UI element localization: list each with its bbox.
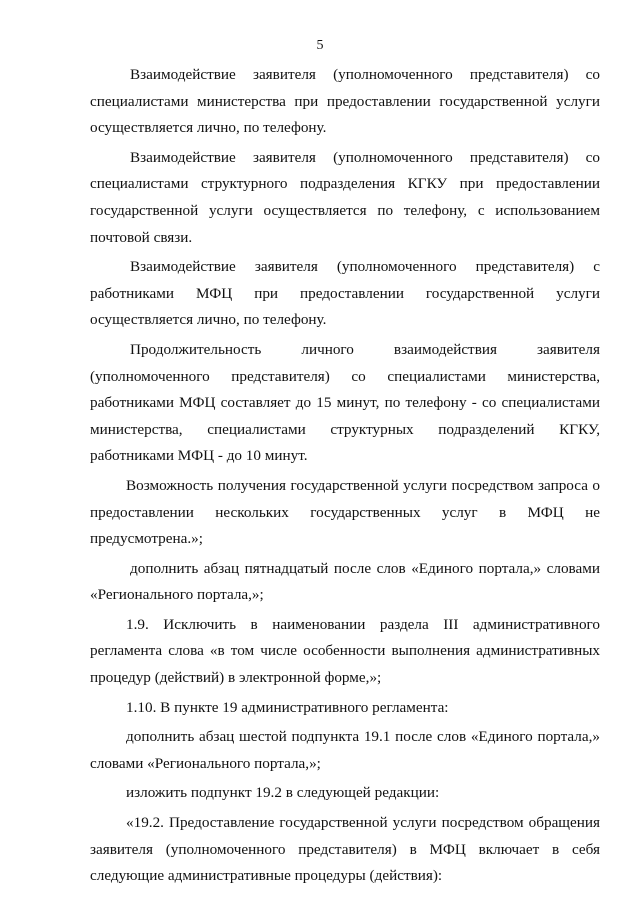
paragraph-item-1-10: 1.10. В пункте 19 административного регламента:	[126, 698, 449, 716]
page-number: 5	[316, 38, 324, 53]
paragraph-interaction-mfc: Взаимодействие заявителя (уполномоченного представителя) с работниками МФЦ при предоставлении государственной услуги осуществляется лично, по телефону.	[90, 258, 600, 329]
paragraph-interaction-kgku: Взаимодействие заявителя (уполномоченного представителя) со специалистами структурного подразделения КГКУ при предоставлении государственной услуги осуществляется по телефону, с использованием почтовой связи.	[90, 148, 600, 246]
paragraph-supplement-fifteenth: дополнить абзац пятнадцатый после слов «Единого портала,» словами «Регионального портала,»;	[90, 559, 600, 604]
paragraph-interaction-ministry: Взаимодействие заявителя (уполномоченного представителя) со специалистами министерства при предоставлении государственной услуги осуществляется лично, по телефону.	[90, 66, 600, 137]
paragraph-item-1-9: 1.9. Исключить в наименовании раздела III административного регламента слова «в том числе особенности выполнения административных процедур (действий) в электронной форме,»;	[90, 615, 600, 687]
document-body	[90, 62, 600, 893]
paragraph-19-2: «19.2. Предоставление государственной услуги посредством обращения заявителя (уполномоченного представителя) в МФЦ включает в себя следующие административные процедуры (действия):	[90, 814, 600, 885]
paragraph-duration: Продолжительность личного взаимодействия заявителя (уполномоченного представителя) со специалистами министерства, работниками МФЦ составляет до 15 минут, по телефону - со специалистами министерства, специалистами структурных подразделений КГКУ, работниками МФЦ - до 10 минут.	[90, 340, 600, 465]
paragraph-restate-19-2: изложить подпункт 19.2 в следующей редакции:	[126, 784, 440, 802]
paragraph-supplement-sixth: дополнить абзац шестой подпункта 19.1 после слов «Единого портала,» словами «Регионального портала,»;	[90, 728, 600, 772]
paragraph-multiple-services: Возможность получения государственной услуги посредством запроса о предоставлении нескольких государственных услуг в МФЦ не предусмотрена.»;	[90, 476, 600, 548]
